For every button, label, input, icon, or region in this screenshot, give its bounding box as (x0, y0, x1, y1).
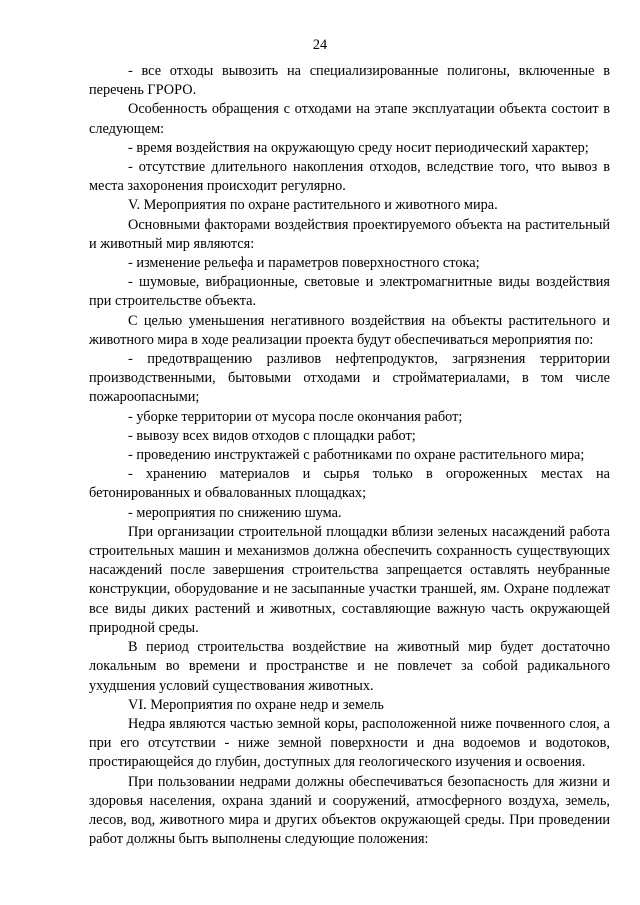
paragraph: - уборке территории от мусора после окончания работ; (128, 408, 463, 425)
section-heading: VI. Мероприятия по охране недр и земель (128, 696, 384, 713)
paragraph: - шумовые, вибрационные, световые и электромагнитные виды воздействия при строительстве объекта. (89, 274, 610, 310)
section-heading: V. Мероприятия по охране растительного и животного мира. (128, 197, 498, 214)
paragraph: При организации строительной площадки вблизи зеленых насаждений работа строительных машин и механизмов должна обеспечить сохранность существующих насаждений после завершения строительства запрещается оставлять неубранные конструкции, оборудование и не засыпанные участки траншей, ям. Охране подлежат все виды диких растений и животных, составляющие важную часть окружающей природной среды. (89, 523, 610, 636)
paragraph: - мероприятия по снижению шума. (128, 504, 342, 521)
paragraph: - изменение рельефа и параметров поверхностного стока; (128, 255, 480, 272)
paragraph: В период строительства воздействие на животный мир будет достаточно локальным во времени и пространстве и не повлечет за собой радикального ухудшения условий существования животных. (89, 639, 610, 694)
paragraph: При пользовании недрами должны обеспечиваться безопасность для жизни и здоровья населения, охрана зданий и сооружений, атмосферного воздуха, земель, лесов, вод, животного мира и других объектов окружающей среды. При проведении работ должны быть выполнены следующие положения: (89, 773, 610, 848)
paragraph: Особенность обращения с отходами на этапе эксплуатации объекта состоит в следующем: (89, 101, 610, 137)
body-text (89, 62, 610, 849)
paragraph: - все отходы вывозить на специализированные полигоны, включенные в перечень ГРОРО. (89, 63, 610, 99)
paragraph: Недра являются частью земной коры, расположенной ниже почвенного слоя, а при его отсутствии - ниже земной поверхности и дна водоемов и водотоков, простирающейся до глубин, доступных для геологического изучения и освоения. (89, 715, 610, 771)
paragraph: - отсутствие длительного накопления отходов, вследствие того, что вывоз в места захоронения происходит регулярно. (89, 159, 610, 195)
paragraph: - время воздействия на окружающую среду носит периодический характер; (128, 139, 589, 156)
paragraph: - предотвращению разливов нефтепродуктов, загрязнения территории производственными, бытовыми отходами и стройматериалами, в том числе пожароопасными; (89, 351, 610, 406)
paragraph: С целью уменьшения негативного воздействия на объекты растительного и животного мира в ходе реализации проекта будут обеспечиваться мероприятия по: (89, 312, 610, 348)
paragraph: Основными факторами воздействия проектируемого объекта на растительный и животный мир являются: (89, 216, 610, 252)
page-number: 24 (312, 37, 328, 53)
paragraph: - проведению инструктажей с работниками по охране растительного мира; (128, 447, 585, 464)
paragraph: - хранению материалов и сырья только в огороженных местах на бетонированных и обвалованных площадках; (89, 466, 610, 502)
paragraph: - вывозу всех видов отходов с площадки работ; (128, 427, 416, 444)
